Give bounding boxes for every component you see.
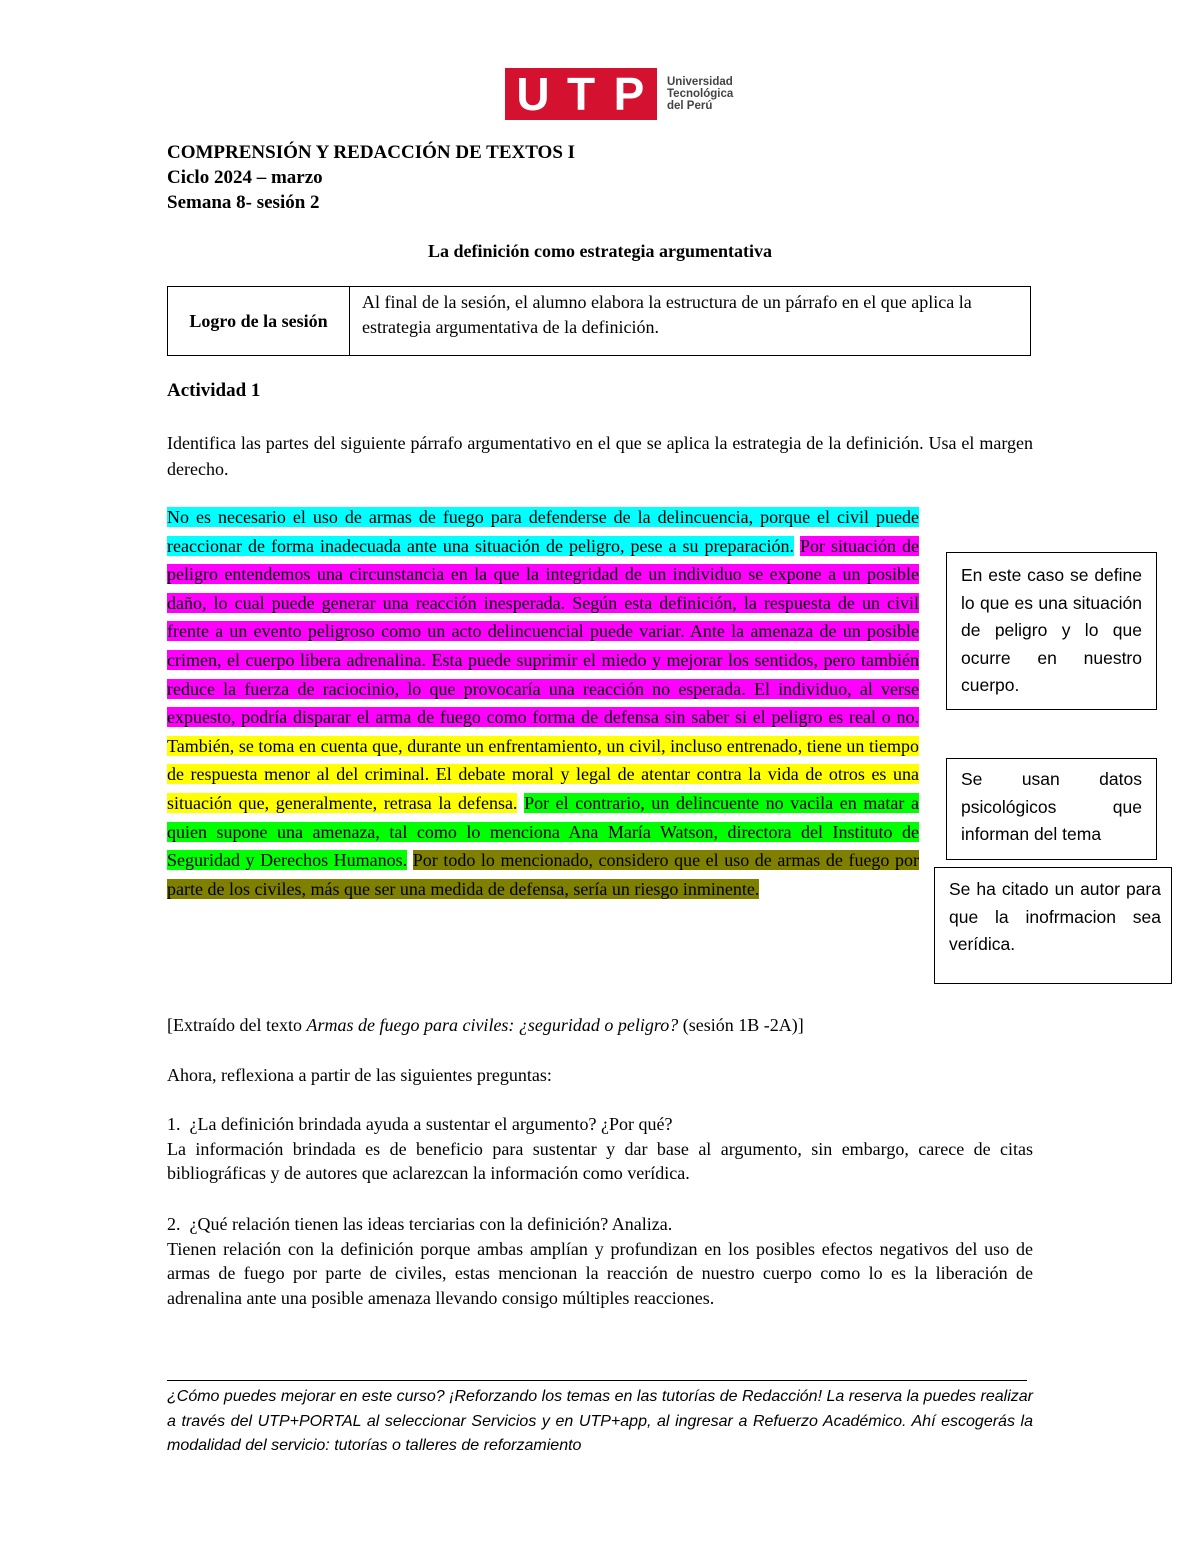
question-1 bbox=[167, 1112, 1033, 1186]
answer-text: Tienen relación con la definición porque ambas amplían y profundizan en los posibles efectos negativos del uso de armas de fuego por parte de civiles, estas mencionan la reacción de nuestro cuerpo como lo es la liberación de adrenalina ante una posible amenaza llevando consigo múltiples reacciones. bbox=[167, 1238, 1033, 1308]
logro-table bbox=[167, 286, 1031, 356]
activity-heading: Actividad 1 bbox=[167, 380, 261, 401]
logo-letter-p: P bbox=[613, 68, 645, 120]
logo-name-line: del Perú bbox=[667, 100, 713, 112]
margin-note-definition: En este caso se define lo que es una situación de peligro y lo que ocurre en nuestro cuerpo. bbox=[946, 552, 1157, 710]
margin-note-citation: Se ha citado un autor para que la inofrmacion sea verídica. bbox=[934, 867, 1172, 984]
logo-university-name bbox=[667, 76, 733, 112]
question-number: 1. bbox=[167, 1114, 181, 1134]
logo-name-line: Tecnológica bbox=[667, 88, 734, 100]
logro-text: Al final de la sesión, el alumno elabora la estructura de un párrafo en el que aplica la estrategia argumentativa de la definición. bbox=[362, 292, 972, 337]
question-text: ¿Qué relación tienen las ideas terciarias con la definición? Analiza. bbox=[189, 1214, 673, 1234]
activity-instruction: Identifica las partes del siguiente párrafo argumentativo en el que se aplica la estrategia de la definición. Usa el margen derecho. bbox=[167, 433, 1033, 479]
logo-name-line: Universidad bbox=[667, 76, 733, 88]
source-reference bbox=[167, 1013, 804, 1037]
logro-label: Logro de la sesión bbox=[168, 287, 350, 355]
document-title: La definición como estrategia argumentativa bbox=[428, 241, 772, 261]
segment-citation: Por el contrario, un delincuente no vacila en matar a quien supone una amenaza, tal como lo menciona Ana María Watson, directora del Instituto de Seguridad y Derechos Humanos. bbox=[167, 792, 919, 871]
argumentative-paragraph bbox=[167, 503, 919, 903]
cycle-label: Ciclo 2024 – marzo bbox=[167, 167, 323, 188]
week-session-label: Semana 8- sesión 2 bbox=[167, 192, 320, 213]
source-prefix: [Extraído del texto bbox=[167, 1015, 307, 1035]
question-2 bbox=[167, 1212, 1033, 1310]
question-number: 2. bbox=[167, 1214, 181, 1234]
segment-definition: Por situación de peligro entendemos una circunstancia en la que la integridad de un individuo se expone a un posible daño, lo cual puede generar una reacción inesperada. Según esta definición, la respuesta de un civil frente a un evento peligroso como un acto delincuencial puede variar. Ante la amenaza de un posible crimen, el cuerpo libera adrenalina. Esta puede suprimir el miedo y mejorar los sentidos, pero también reduce la fuerza de raciocinio, lo que provocaría una reacción no esperada. El individuo, al verse expuesto, podría disparar el arma de fuego como forma de defensa sin saber si el peligro es real o no. bbox=[167, 535, 920, 728]
course-title: COMPRENSIÓN Y REDACCIÓN DE TEXTOS I bbox=[167, 142, 576, 163]
answer-text: La información brindada es de beneficio para sustentar y dar base al argumento, sin embargo, carece de citas bibliográficas y de autores que aclarezcan la información como verídica. bbox=[167, 1138, 1033, 1183]
margin-note-data: Se usan datos psicológicos que informan del tema bbox=[946, 758, 1157, 860]
reflect-prompt: Ahora, reflexiona a partir de las siguientes preguntas: bbox=[167, 1065, 552, 1085]
logo-letter-t: T bbox=[566, 68, 596, 120]
logo-letter-u: U bbox=[516, 68, 550, 120]
logo-mark bbox=[505, 68, 657, 120]
footer-divider bbox=[167, 1380, 1027, 1381]
source-suffix: (sesión 1B -2A)] bbox=[678, 1015, 804, 1035]
segment-thesis: No es necesario el uso de armas de fuego para defenderse de la delincuencia, porque el civil puede reaccionar de forma inadecuada ante una situación de peligro, pese a su preparación. bbox=[167, 507, 919, 556]
segment-psychological-data: También, se toma en cuenta que, durante un enfrentamiento, un civil, incluso entrenado, tiene un tiempo de respuesta menor al del criminal. El debate moral y legal de atentar contra la vida de otros es una situación que, generalmente, retrasa la defensa. bbox=[167, 735, 919, 813]
utp-logo bbox=[505, 68, 733, 120]
footer-note: ¿Cómo puedes mejorar en este curso? ¡Reforzando los temas en las tutorías de Redacción! La reserva la puedes realizar a través del UTP+PORTAL al seleccionar Servicios y en UTP+app, al ingresar a Refuerzo Académico. Ahí escogerás la modalidad del servicio: tutorías o talleres de reforzamiento bbox=[167, 1388, 1033, 1454]
source-title: Armas de fuego para civiles: ¿seguridad o peligro? bbox=[306, 1015, 679, 1035]
question-text: ¿La definición brindada ayuda a sustentar el argumento? ¿Por qué? bbox=[189, 1114, 673, 1134]
segment-conclusion: Por todo lo mencionado, considero que el uso de armas de fuego por parte de los civiles, más que ser una medida de defensa, sería un riesgo inminente. bbox=[167, 850, 920, 899]
